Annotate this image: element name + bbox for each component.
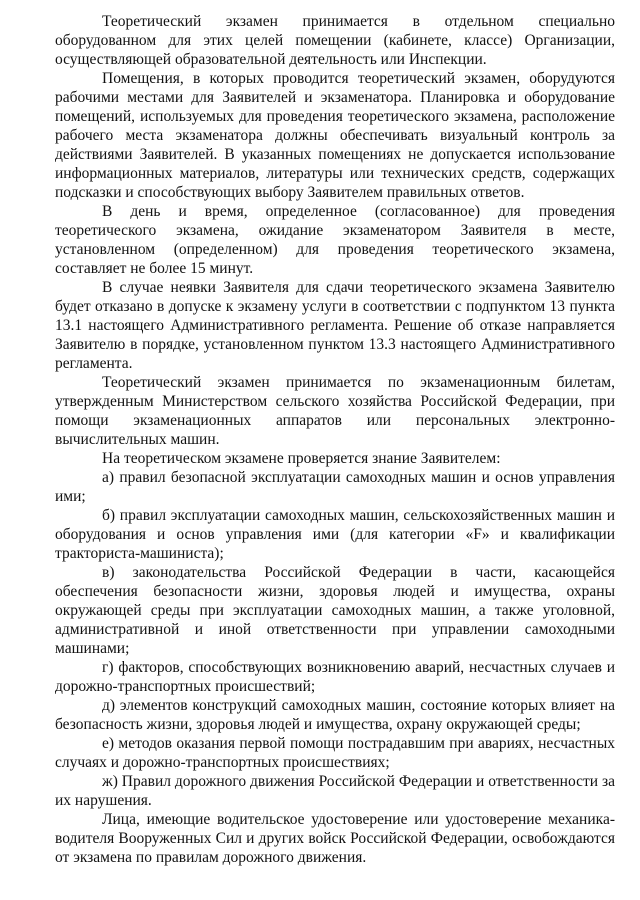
list-item-zh: ж) Правил дорожного движения Российской Федерации и ответственности за их нарушения. — [55, 773, 615, 809]
paragraph-exam-location: Теоретический экзамен принимается в отдельном специально оборудованном для этих целей помещении (кабинете, классе) Организации, осуществляющей образовательной деятельность или Инспекции. — [55, 13, 615, 68]
document-body — [55, 12, 615, 867]
list-item-v: в) законодательства Российской Федерации в части, касающейся обеспечения безопасности жизни, здоровья людей и имущества, охраны окружающей среды при эксплуатации самоходных машин, а также уголовной, административной и иной ответственности при управлении самоходными машинами; — [55, 564, 615, 657]
list-item-d: д) элементов конструкций самоходных машин, состояние которых влияет на безопасность жизни, здоровья людей и имущества, охрану окружающей среды; — [55, 697, 615, 733]
list-item-e: е) методов оказания первой помощи пострадавшим при авариях, несчастных случаях и дорожно-транспортных происшествиях; — [55, 735, 615, 771]
paragraph-knowledge-intro: На теоретическом экзамене проверяется знание Заявителем: — [102, 450, 501, 467]
paragraph-exemption: Лица, имеющие водительское удостоверение или удостоверение механика-водителя Вооруженных Сил и других войск Российской Федерации, освобождаются от экзамена по правилам дорожного движения. — [55, 811, 615, 866]
list-item-a: а) правил безопасной эксплуатации самоходных машин и основ управления ими; — [55, 469, 615, 505]
list-item-g: г) факторов, способствующих возникновению аварий, несчастных случаев и дорожно-транспортных происшествий; — [55, 659, 615, 695]
list-item-b: б) правил эксплуатации самоходных машин, сельскохозяйственных машин и оборудования и основ управления ими (для категории «F» и квалификации тракториста-машиниста); — [55, 507, 615, 562]
paragraph-exam-tickets: Теоретический экзамен принимается по экзаменационным билетам, утвержденным Министерством сельского хозяйства Российской Федерации, при помощи экзаменационных аппаратов или персональных электронно-вычислительных машин. — [55, 374, 615, 448]
paragraph-exam-premises: Помещения, в которых проводится теоретический экзамен, оборудуются рабочими местами для Заявителей и экзаменатора. Планировка и оборудование помещений, используемых для проведения теоретического экзамена, расположение рабочего места экзаменатора должны обеспечивать визуальный контроль за действиями Заявителей. В указанных помещениях не допускается использование информационных материалов, литературы или технических средств, содержащих подсказки и способствующих выбору Заявителем правильных ответов. — [55, 70, 615, 201]
paragraph-waiting-time: В день и время, определенное (согласованное) для проведения теоретического экзамена, ожидание экзаменатором Заявителя в месте, установленном (определенном) для проведения теоретического экзамена, составляет не более 15 минут. — [55, 203, 615, 277]
paragraph-no-show-refusal: В случае неявки Заявителя для сдачи теоретического экзамена Заявителю будет отказано в допуске к экзамену услуги в соответствии с подпунктом 13 пункта 13.1 настоящего Административного регламента. Решение об отказе направляется Заявителю в порядке, установленном пунктом 13.3 настоящего Административного регламента. — [55, 279, 615, 372]
